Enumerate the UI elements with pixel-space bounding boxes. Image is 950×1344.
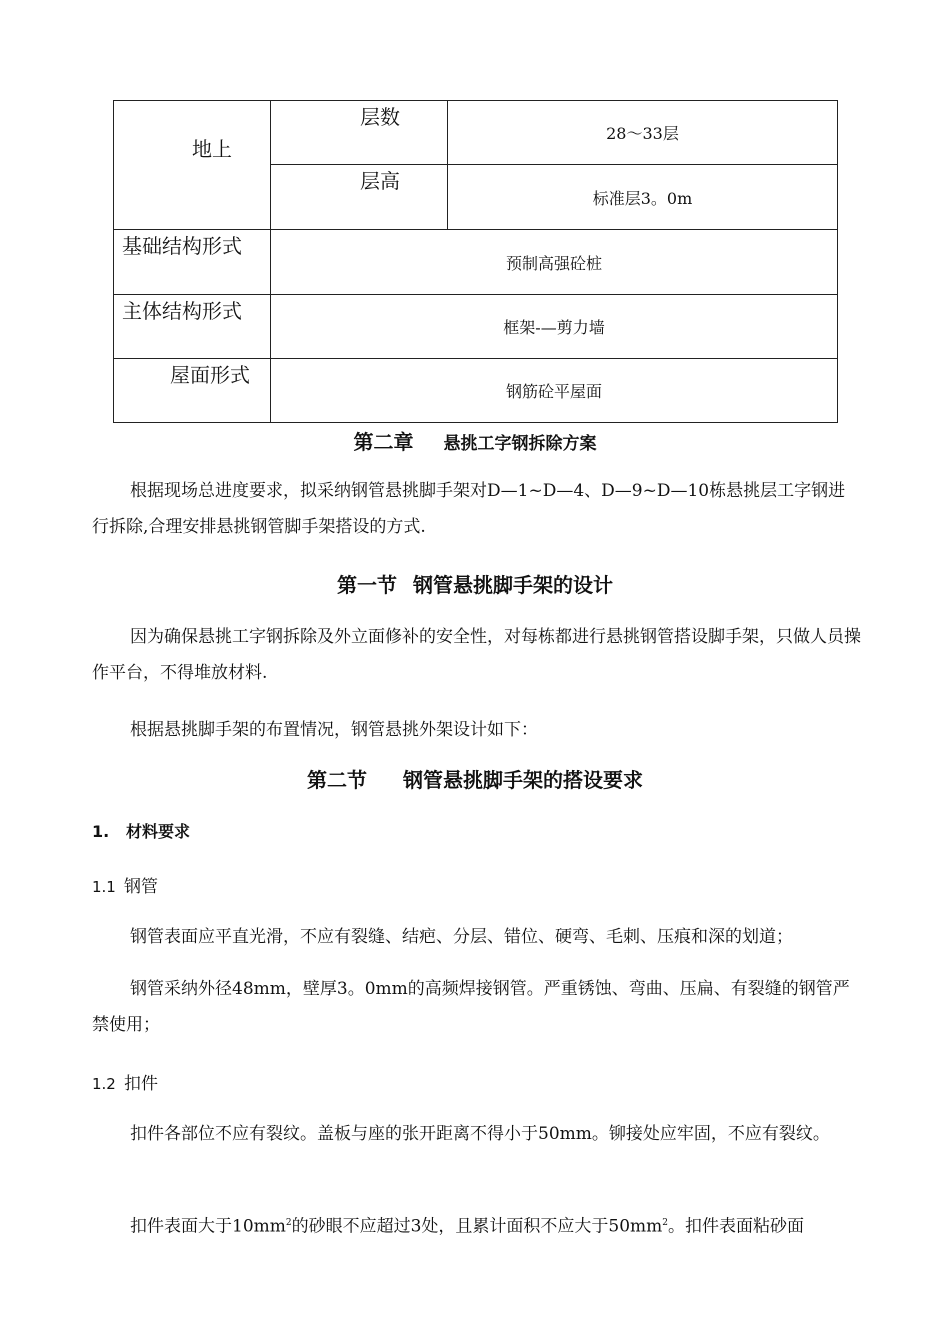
subheading-materials-title: 材料要求 xyxy=(126,822,191,841)
section2-number: 第二节 xyxy=(307,768,367,792)
subheading-materials-number: 1. xyxy=(92,822,110,841)
main-structure-value: 框架-—剪力墙 xyxy=(271,295,838,359)
roof-value: 钢筋砼平屋面 xyxy=(271,359,838,423)
fastener-paragraph-1: 扣件各部位不应有裂纹。盖板与座的张开距离不得小于50mm。铆接处应牢固，不应有裂纹。 xyxy=(130,1124,830,1144)
section1-number: 第一节 xyxy=(337,573,397,597)
section1-paragraph-2: 根据悬挑脚手架的布置情况，钢管悬挑外架设计如下： xyxy=(130,720,538,740)
intro-paragraph: 根据现场总进度要求，拟采纳钢管悬挑脚手架对D—1~D—4、D—9~D—10栋悬挑层工字钢进行拆除,合理安排悬挑钢管脚手架搭设的方式. xyxy=(92,481,846,537)
fastener-text-a: 扣件表面大于10mm xyxy=(130,1216,286,1237)
height-label: 层高 xyxy=(360,169,400,193)
floors-label: 层数 xyxy=(360,105,400,129)
section1-heading xyxy=(0,569,950,598)
main-structure-label-cell xyxy=(114,295,271,359)
height-label-cell xyxy=(271,165,448,230)
floors-label-cell xyxy=(271,101,448,165)
superscript-2: 2 xyxy=(285,1218,292,1228)
subheading-fastener-number: 1.2 xyxy=(92,1075,116,1093)
steel-pipe-paragraph-2: 钢管采纳外径48mm，壁厚3。0mm的高频焊接钢管。严重锈蚀、弯曲、压扁、有裂缝的钢管严禁使用； xyxy=(92,979,850,1035)
subheading-fastener xyxy=(92,1069,158,1094)
floors-value: 28～33层 xyxy=(448,101,838,165)
chapter-heading xyxy=(0,426,950,455)
subheading-fastener-title: 扣件 xyxy=(124,1074,158,1094)
fastener-text-b: 的砂眼不应超过3处，且累计面积不应大于50mm xyxy=(291,1216,663,1237)
chapter-title: 悬挑工字钢拆除方案 xyxy=(443,434,597,454)
section1-paragraph-1: 因为确保悬挑工字钢拆除及外立面修补的安全性，对每栋都进行悬挑钢管搭设脚手架，只做人员操作平台，不得堆放材料. xyxy=(92,627,861,683)
project-info-table xyxy=(113,100,838,423)
steel-pipe-paragraph-1: 钢管表面应平直光滑，不应有裂缝、结疤、分层、错位、硬弯、毛刺、压痕和深的划道； xyxy=(130,927,793,947)
subheading-steel-pipe xyxy=(92,872,158,897)
section2-title: 钢管悬挑脚手架的搭设要求 xyxy=(403,768,643,792)
chapter-number: 第二章 xyxy=(353,430,414,454)
fastener-text-c: 。扣件表面粘砂面 xyxy=(668,1216,805,1237)
subheading-materials xyxy=(92,819,190,842)
above-ground-label: 地上 xyxy=(192,137,232,161)
above-ground-cell xyxy=(114,101,271,230)
section2-heading xyxy=(0,764,950,793)
height-value: 标准层3。0m xyxy=(448,165,838,230)
foundation-value: 预制高强砼桩 xyxy=(271,230,838,295)
superscript-2: 2 xyxy=(662,1218,669,1228)
roof-label-cell xyxy=(114,359,271,423)
roof-label: 屋面形式 xyxy=(170,363,250,387)
foundation-label-cell xyxy=(114,230,271,295)
fastener-paragraph-2 xyxy=(92,1205,862,1245)
subheading-steel-pipe-number: 1.1 xyxy=(92,878,116,896)
subheading-steel-pipe-title: 钢管 xyxy=(124,877,158,897)
foundation-label: 基础结构形式 xyxy=(122,234,242,258)
main-structure-label: 主体结构形式 xyxy=(122,299,242,323)
section1-title: 钢管悬挑脚手架的设计 xyxy=(413,573,613,597)
